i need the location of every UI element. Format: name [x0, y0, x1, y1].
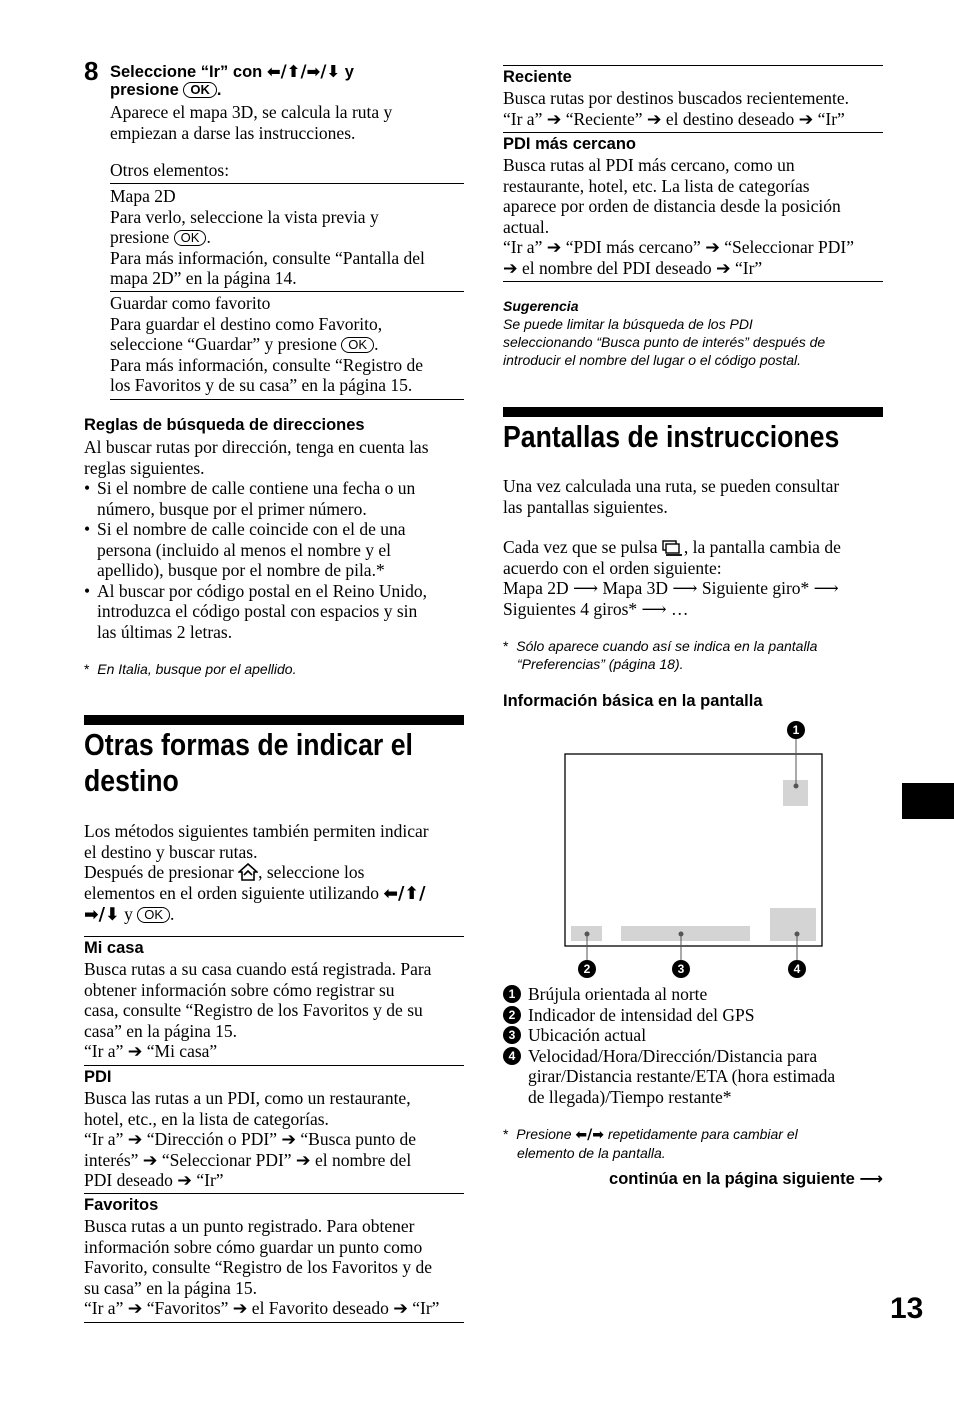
- home-button-icon: [238, 862, 258, 882]
- section-title: Otras formas de indicar el destino: [84, 727, 413, 798]
- continue-note: continúa en la página siguiente ⟶: [609, 1170, 883, 1188]
- list-item: • Al buscar por código postal en el Reino Unido, introduzca el código postal con espacios y sin las últimas 2 letras.: [84, 581, 464, 643]
- callout-4: 4: [788, 960, 806, 978]
- reciente-body: Busca rutas por destinos buscados recientemente. “Ir a” ➔ “Reciente” ➔ el destino deseado ➔ “Ir”: [503, 88, 850, 129]
- arrow-keys-icon: ⬅/⬆/: [383, 883, 426, 904]
- callout-1: 1: [787, 721, 805, 739]
- pdi-cercano-heading: PDI más cercano: [503, 135, 636, 153]
- rules-body: Al buscar rutas por dirección, tenga en cuenta las reglas siguientes. • Si el nombre de calle contiene una fecha o un número, busque por el primer número. • Si el nombre de calle coincide con el de una persona (incluido al menos el nombre y el apellido), busque por el nombre de pila.* • Al buscar por código postal en el Reino Unido, introduzca el código postal con espacios y sin las últimas 2 letras.: [84, 437, 464, 642]
- intro-paragraph: Una vez calculada una ruta, se pueden consultar las pantallas siguientes.: [503, 476, 840, 517]
- step-body: Aparece el mapa 3D, se calcula la ruta y empiezan a darse las instrucciones.: [110, 102, 393, 143]
- list-item: • Si el nombre de calle contiene una fecha o un número, busque por el primer número.: [84, 478, 464, 519]
- intro-paragraph: Los métodos siguientes también permiten indicar el destino y buscar rutas. Después de presionar , seleccione los elementos en el orden siguiente utilizando ⬅/⬆/ ➡/⬇ y OK .: [84, 821, 429, 925]
- step-number: 8: [84, 56, 99, 86]
- table-row: Guardar como favorito Para guardar el destino como Favorito, seleccione “Guardar” y presione OK . Para más información, consulte “Registro de los Favoritos y de su casa” en la página 15.: [110, 293, 423, 395]
- side-tab-marker: [902, 783, 954, 819]
- callout-3: 3: [672, 960, 690, 978]
- ok-button-icon: OK: [174, 230, 207, 246]
- ok-button-icon: OK: [183, 82, 217, 98]
- pdi-heading: PDI: [84, 1068, 112, 1086]
- rules-heading: Reglas de búsqueda de direcciones: [84, 416, 365, 434]
- mi-casa-body: Busca rutas a su casa cuando está registrada. Para obtener información sobre cómo registrar su casa, consulte “Registro de los Favoritos y de su casa” en la página 15. “Ir a” ➔ “Mi casa”: [84, 959, 432, 1061]
- arrow-keys-icon: ➡/⬇: [84, 905, 120, 925]
- favoritos-heading: Favoritos: [84, 1196, 159, 1214]
- footnote: * Presione ⬅/➡ repetidamente para cambiar el elemento de la pantalla.: [503, 1126, 798, 1161]
- pdi-cercano-body: Busca rutas al PDI más cercano, como un restaurante, hotel, etc. La lista de categorías aparece por orden de distancia desde la posición actual. “Ir a” ➔ “PDI más cercano” ➔ “Seleccionar PDI” ➔ el nombre del PDI deseado ➔ “Ir”: [503, 155, 854, 278]
- mi-casa-heading: Mi casa: [84, 939, 144, 957]
- order-paragraph: Cada vez que se pulsa , la pantalla cambia de acuerdo con el orden siguiente: Mapa 2D ⟶ Mapa 3D ⟶ Siguiente giro* ⟶ Siguientes 4 giros* ⟶ …: [503, 537, 841, 619]
- footnote: * Sólo aparece cuando así se indica en la pantalla “Preferencias” (página 18).: [503, 638, 818, 672]
- table-row: Mapa 2D Para verlo, seleccione la vista previa y presione OK . Para más información, consulte “Pantalla del mapa 2D” en la página 14.: [110, 186, 425, 288]
- info-heading: Información básica en la pantalla: [503, 692, 763, 710]
- list-item: • Si el nombre de calle coincide con el de una persona (incluido al menos el nombre y el apellido), busque por el nombre de pila.*: [84, 519, 464, 581]
- section-title: Pantallas de instrucciones: [503, 419, 840, 454]
- favoritos-body: Busca rutas a un punto registrado. Para obtener información sobre cómo guardar un punto como Favorito, consulte “Registro de los Favoritos y de su casa” en la página 15. “Ir a” ➔ “Favoritos” ➔ el Favorito deseado ➔ “Ir”: [84, 1216, 440, 1318]
- arrow-keys-icon: ⬅/⬆/➡/⬇: [266, 62, 341, 81]
- sugerencia-heading: Sugerencia: [503, 298, 579, 314]
- step-heading-line1: Seleccione “Ir” con ⬅/⬆/➡/⬇ y: [110, 62, 354, 81]
- pdi-body: Busca las rutas a un PDI, como un restaurante, hotel, etc., en la lista de categorías. “Ir a” ➔ “Dirección o PDI” ➔ “Busca punto de interés” ➔ “Seleccionar PDI” ➔ el nombre del PDI deseado ➔ “Ir”: [84, 1088, 417, 1190]
- callout-2: 2: [578, 960, 596, 978]
- ok-button-icon: OK: [341, 337, 374, 353]
- sugerencia-body: Se puede limitar la búsqueda de los PDI seleccionando “Busca punto de interés” después de introducir el nombre del lugar o el código postal.: [503, 316, 826, 368]
- ok-button-icon: OK: [137, 907, 170, 923]
- otros-label: Otros elementos:: [110, 160, 230, 180]
- step-heading-line2: presione OK .: [110, 81, 222, 99]
- reciente-heading: Reciente: [503, 68, 572, 86]
- page-number: 13: [890, 1292, 924, 1325]
- screen-toggle-icon: [662, 537, 684, 557]
- footnote: * En Italia, busque por el apellido.: [84, 661, 297, 677]
- arrow-keys-icon: ⬅/➡: [575, 1127, 604, 1143]
- screen-diagram: [503, 720, 883, 985]
